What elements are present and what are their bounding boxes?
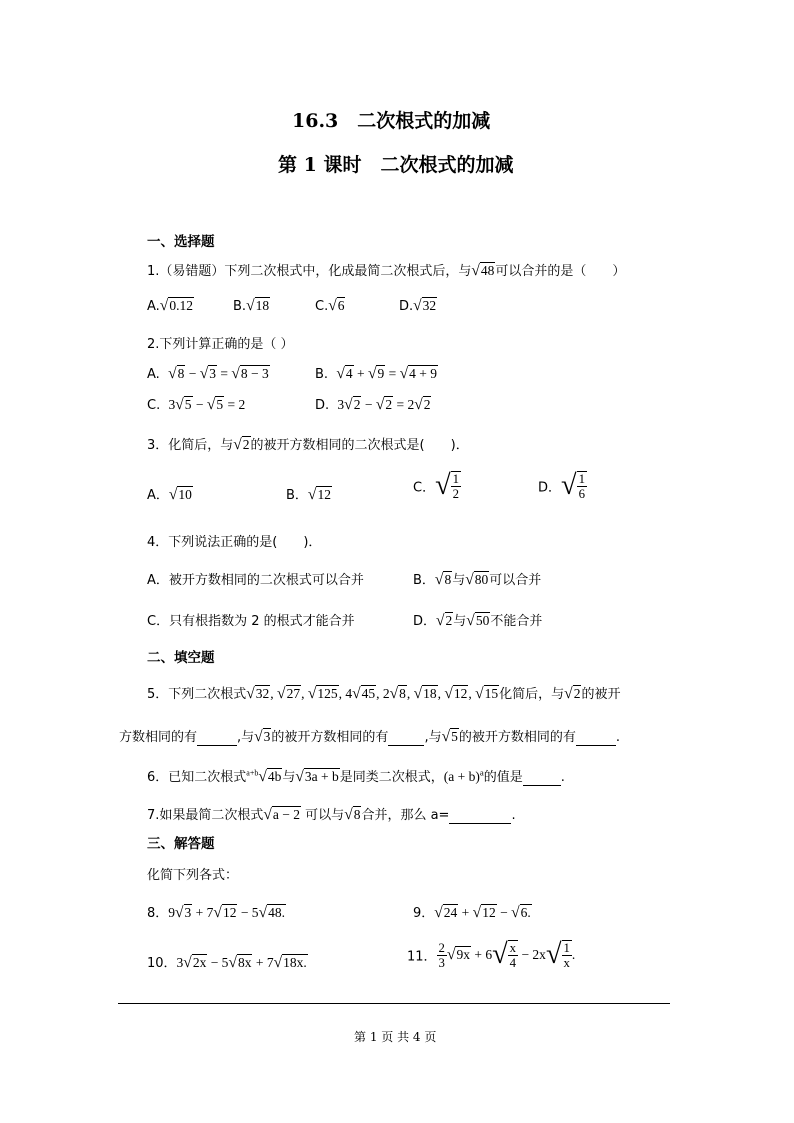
q4-option-c: C．只有根指数为 2 的根式才能合并 [147,614,355,629]
question-8: 8．9√3 + 7√12 − 5√48. [147,904,285,921]
q5-blank-3[interactable] [576,730,616,746]
q5-blank-2[interactable] [388,730,424,746]
question-6: 6．已知二次根式$^{a+b}$√4b与√3a + b是同类二次根式，$(a + b)^a$的值是 . [147,767,565,785]
q1-option-b: B.√18 [233,297,270,314]
q3-option-c: C．√ $\frac{1}{2}$ [413,469,460,502]
q2-option-c: C. 3√5 − √5 = 2 [147,396,246,413]
page-title: 16.3 二次根式的加减 [292,110,491,132]
question-5: 5．下列二次根式√32, √27, √125, 4√45, 2√8, √18, √12, √15化简后，与√2的被开 [147,685,621,702]
section-heading-fill: 二、填空题 [147,650,215,666]
question-3: 3．化简后，与√2的被开方数相同的二次根式是( )． [147,436,469,453]
page-number: 第 1 页 共 4 页 [354,1030,437,1044]
question-1 [147,260,625,280]
q4-option-b: B．√8与√80可以合并 [413,571,542,588]
question-10: 10．3√2x − 5√8x + 7√18x. [147,954,307,971]
q3-option-b: B．√12 [286,486,331,503]
q6-blank[interactable] [523,770,561,786]
q1-stem-tail: 可以合并的是（ ） [495,264,626,279]
page-subtitle: 第 1 课时 二次根式的加减 [278,154,514,176]
q1-stem: 1.（易错题）下列二次根式中，化成最简二次根式后，与 [147,264,472,279]
q2-option-a: A. √8 − √3 = √8 − 3 [147,365,269,382]
question-7: 7.如果最简二次根式√a − 2 可以与√8合并，那么 a= . [147,806,516,823]
question-5-line-2: 方数相同的有 ,与√3的被开方数相同的有 ,与√5的被开方数相同的有 . [119,728,620,745]
q2-option-d: D. 3√2 − √2 = 2√2 [315,396,431,413]
q1-option-c: C.√6 [315,297,345,314]
q5-blank-1[interactable] [197,730,237,746]
question-4: 4．下列说法正确的是( )． [147,535,322,550]
question-11: 11． $\frac{2}{3}$ √9x + 6√ $\frac{x}{4}$ − 2x√ $\frac{1}{x}$ . [407,938,576,971]
q4-option-a: A．被开方数相同的二次根式可以合并 [147,573,364,588]
q1-option-d: D.√32 [399,297,437,314]
q1-radical: √48 [471,262,495,279]
question-2: 2.下列计算正确的是（ ） [147,337,294,352]
q6-root-index: a+b [246,768,259,778]
q3-option-a: A．√10 [147,486,192,503]
section-heading-solve: 三、解答题 [147,836,215,852]
q1-option-a: A.√0.12 [147,297,193,314]
q3-option-d: D．√ $\frac{1}{6}$ [538,469,585,502]
section-heading-choice: 一、选择题 [147,234,215,250]
question-9: 9．√24 + √12 − √6. [413,904,531,921]
q7-blank[interactable] [449,808,511,824]
solve-instruction: 化简下列各式： [147,868,239,883]
q2-option-b: B. √4 + √9 = √4 + 9 [315,365,437,382]
q4-option-d: D．√2与√50不能合并 [413,612,543,629]
footer-divider [118,1003,670,1004]
